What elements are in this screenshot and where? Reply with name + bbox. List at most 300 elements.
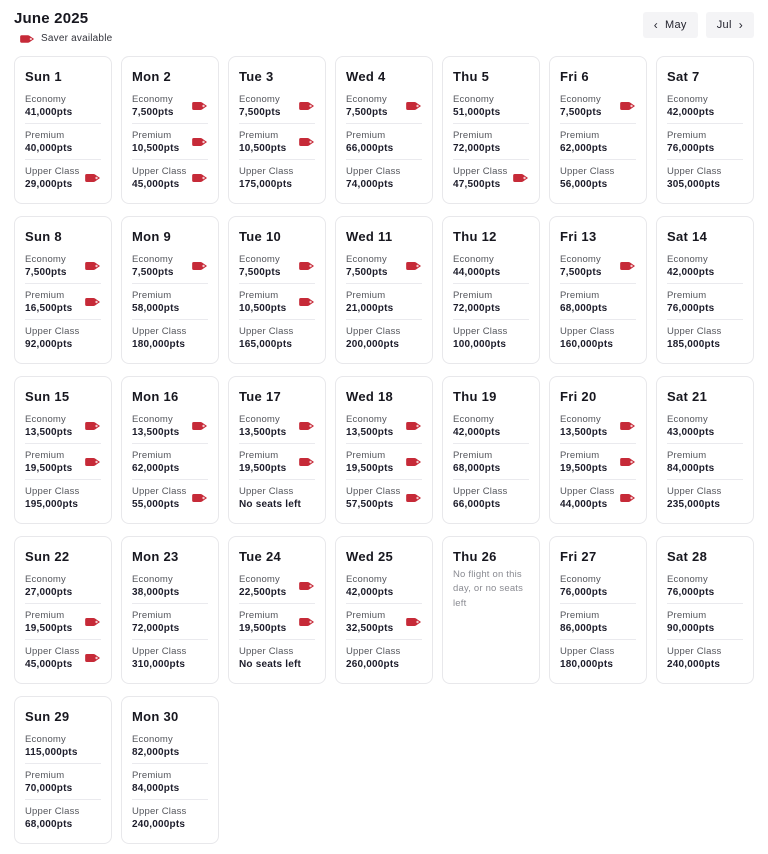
day-card-body <box>346 248 422 355</box>
cabin-text <box>346 610 393 634</box>
cabin-name: Upper Class <box>346 326 401 337</box>
cabin-row <box>132 479 208 515</box>
day-card[interactable] <box>228 56 326 204</box>
cabin-text <box>25 414 72 438</box>
cabin-row <box>239 88 315 123</box>
cabin-points: 260,000pts <box>346 659 400 670</box>
cabin-text <box>346 486 400 510</box>
cabin-name: Upper Class <box>239 166 294 177</box>
cabin-points: 72,000pts <box>453 143 501 154</box>
cabin-name: Economy <box>132 254 174 265</box>
cabin-points: 240,000pts <box>667 659 721 670</box>
cabin-points: 55,000pts <box>132 499 180 510</box>
day-card-body <box>560 88 636 195</box>
cabin-text <box>25 254 67 278</box>
cabin-text <box>667 646 721 670</box>
cabin-text <box>25 450 72 474</box>
cabin-text <box>239 610 286 634</box>
cabin-text <box>239 574 286 598</box>
cabin-row <box>132 443 208 479</box>
cabin-row <box>560 479 636 515</box>
cabin-text <box>346 450 393 474</box>
cabin-name: Economy <box>132 734 174 745</box>
cabin-name: Economy <box>25 734 67 745</box>
day-card-body <box>132 408 208 515</box>
cabin-text <box>132 326 186 350</box>
day-card[interactable] <box>549 56 647 204</box>
cabin-name: Upper Class <box>560 486 615 497</box>
prev-month-label: May <box>665 19 687 31</box>
day-title: Sun 22 <box>25 549 70 564</box>
day-title: Fri 27 <box>560 549 597 564</box>
day-title: Thu 26 <box>453 549 497 564</box>
day-card-body <box>560 568 636 675</box>
cabin-text <box>132 254 174 278</box>
cabin-row <box>132 319 208 355</box>
cabin-points: 44,000pts <box>560 499 608 510</box>
saver-tag-icon <box>406 493 422 503</box>
day-card[interactable] <box>549 216 647 364</box>
cabin-text <box>346 94 388 118</box>
cabin-row <box>239 123 315 159</box>
day-title: Mon 2 <box>132 69 172 84</box>
day-title: Fri 20 <box>560 389 597 404</box>
cabin-name: Upper Class <box>560 326 615 337</box>
cabin-name: Upper Class <box>132 166 187 177</box>
day-title: Mon 9 <box>132 229 172 244</box>
cabin-points: 100,000pts <box>453 339 507 350</box>
day-card[interactable] <box>335 56 433 204</box>
cabin-points: 7,500pts <box>239 267 281 278</box>
day-card[interactable] <box>335 216 433 364</box>
cabin-row <box>239 603 315 639</box>
day-card-body <box>239 568 315 675</box>
cabin-points: 82,000pts <box>132 747 180 758</box>
day-card-body <box>239 248 315 355</box>
cabin-row <box>239 479 315 515</box>
cabin-row <box>239 408 315 443</box>
saver-tag-icon <box>406 617 422 627</box>
cabin-points: 58,000pts <box>132 303 180 314</box>
cabin-points: 66,000pts <box>453 499 501 510</box>
day-card[interactable] <box>121 536 219 684</box>
cabin-row <box>453 283 529 319</box>
day-title: Sat 14 <box>667 229 708 244</box>
day-title: Wed 18 <box>346 389 394 404</box>
cabin-row <box>132 159 208 195</box>
cabin-points: 66,000pts <box>346 143 394 154</box>
cabin-text <box>239 326 293 350</box>
day-card-body <box>239 88 315 195</box>
cabin-name: Premium <box>132 290 172 301</box>
cabin-name: Premium <box>346 610 386 621</box>
cabin-row <box>25 728 101 763</box>
day-title: Wed 11 <box>346 229 393 244</box>
day-card-body <box>132 568 208 675</box>
cabin-name: Upper Class <box>239 486 294 497</box>
cabin-text <box>132 166 186 190</box>
day-card-body <box>132 88 208 195</box>
day-card-body <box>453 88 529 195</box>
day-card[interactable] <box>549 536 647 684</box>
cabin-points: 62,000pts <box>132 463 180 474</box>
cabin-text <box>453 290 500 314</box>
saver-tag-icon <box>406 421 422 431</box>
cabin-name: Economy <box>25 574 67 585</box>
cabin-text <box>667 290 714 314</box>
cabin-text <box>25 610 72 634</box>
month-nav <box>643 12 754 38</box>
cabin-points: 175,000pts <box>239 179 293 190</box>
cabin-name: Premium <box>346 130 386 141</box>
saver-tag-icon <box>192 421 208 431</box>
cabin-row <box>346 639 422 675</box>
cabin-points: 92,000pts <box>25 339 73 350</box>
cabin-text <box>560 254 602 278</box>
cabin-name: Economy <box>239 414 281 425</box>
cabin-name: Upper Class <box>560 646 615 657</box>
day-card[interactable] <box>656 536 754 684</box>
cabin-text <box>560 486 614 510</box>
day-card[interactable] <box>14 696 112 844</box>
cabin-row <box>346 568 422 603</box>
day-title: Sun 1 <box>25 69 62 84</box>
cabin-row <box>667 159 743 195</box>
cabin-points: 21,000pts <box>346 303 394 314</box>
cabin-name: Economy <box>667 254 709 265</box>
day-card-body <box>667 408 743 515</box>
day-card[interactable] <box>656 376 754 524</box>
cabin-row <box>560 283 636 319</box>
cabin-name: Upper Class <box>667 166 722 177</box>
day-title: Mon 23 <box>132 549 179 564</box>
cabin-name: Premium <box>239 130 279 141</box>
cabin-points: 84,000pts <box>667 463 715 474</box>
cabin-name: Economy <box>132 94 174 105</box>
cabin-text <box>346 290 393 314</box>
cabin-points: 7,500pts <box>560 267 602 278</box>
cabin-name: Premium <box>346 290 386 301</box>
cabin-text <box>25 94 72 118</box>
cabin-text <box>25 486 79 510</box>
cabin-row <box>25 763 101 799</box>
day-card[interactable] <box>121 696 219 844</box>
month-title: June 2025 <box>14 10 89 27</box>
cabin-points: 19,500pts <box>560 463 608 474</box>
cabin-name: Economy <box>667 94 709 105</box>
cabin-points: 42,000pts <box>453 427 501 438</box>
cabin-text <box>667 574 714 598</box>
day-card[interactable] <box>442 376 540 524</box>
cabin-row <box>239 443 315 479</box>
day-title: Thu 5 <box>453 69 490 84</box>
cabin-name: Premium <box>346 450 386 461</box>
cabin-row <box>25 123 101 159</box>
day-card[interactable] <box>121 56 219 204</box>
day-card[interactable] <box>549 376 647 524</box>
cabin-name: Upper Class <box>667 646 722 657</box>
cabin-points: 62,000pts <box>560 143 608 154</box>
cabin-points: 10,500pts <box>132 143 180 154</box>
day-card-body <box>560 408 636 515</box>
cabin-points: 68,000pts <box>453 463 501 474</box>
cabin-name: Upper Class <box>25 166 80 177</box>
day-title: Fri 6 <box>560 69 589 84</box>
saver-tag-icon <box>192 173 208 183</box>
cabin-points: 235,000pts <box>667 499 721 510</box>
day-card-body <box>346 568 422 675</box>
cabin-name: Upper Class <box>346 166 401 177</box>
cabin-name: Premium <box>25 770 65 781</box>
cabin-row <box>132 603 208 639</box>
cabin-points: 43,000pts <box>667 427 715 438</box>
cabin-name: Premium <box>132 450 172 461</box>
cabin-row <box>239 248 315 283</box>
cabin-text <box>560 574 607 598</box>
cabin-points: 10,500pts <box>239 303 287 314</box>
cabin-row <box>667 603 743 639</box>
cabin-row <box>25 639 101 675</box>
cabin-points: No seats left <box>239 659 302 670</box>
day-title: Sun 15 <box>25 389 70 404</box>
day-title: Sat 7 <box>667 69 700 84</box>
cabin-name: Economy <box>132 414 174 425</box>
cabin-name: Premium <box>132 770 172 781</box>
day-card[interactable] <box>14 216 112 364</box>
cabin-row <box>667 408 743 443</box>
day-card[interactable] <box>14 536 112 684</box>
cabin-text <box>346 646 400 670</box>
cabin-row <box>25 603 101 639</box>
cabin-text <box>667 450 714 474</box>
cabin-points: 42,000pts <box>667 267 715 278</box>
saver-tag-icon <box>299 101 315 111</box>
cabin-name: Economy <box>346 94 388 105</box>
cabin-row <box>453 159 529 195</box>
cabin-text <box>667 254 714 278</box>
day-card[interactable] <box>656 216 754 364</box>
cabin-name: Premium <box>25 130 65 141</box>
chevron-left-icon: ‹ <box>653 18 659 32</box>
saver-tag-icon <box>406 101 422 111</box>
day-card[interactable] <box>121 216 219 364</box>
cabin-row <box>25 443 101 479</box>
cabin-points: 45,000pts <box>132 179 180 190</box>
cabin-row <box>132 248 208 283</box>
cabin-name: Economy <box>346 254 388 265</box>
cabin-name: Upper Class <box>667 326 722 337</box>
day-card[interactable] <box>228 536 326 684</box>
cabin-name: Premium <box>25 450 65 461</box>
cabin-row <box>239 639 315 675</box>
cabin-row <box>132 639 208 675</box>
cabin-text <box>25 574 72 598</box>
cabin-text <box>560 290 607 314</box>
cabin-text <box>560 646 614 670</box>
cabin-name: Upper Class <box>346 486 401 497</box>
saver-tag-icon <box>299 581 315 591</box>
cabin-points: 10,500pts <box>239 143 287 154</box>
cabin-row <box>560 248 636 283</box>
cabin-points: 51,000pts <box>453 107 501 118</box>
cabin-points: No seats left <box>239 499 302 510</box>
cabin-row <box>453 479 529 515</box>
cabin-points: 27,000pts <box>25 587 73 598</box>
cabin-text <box>132 770 179 794</box>
calendar-header <box>0 0 768 48</box>
day-title: Wed 25 <box>346 549 394 564</box>
saver-tag-icon <box>620 493 636 503</box>
cabin-text <box>453 326 507 350</box>
cabin-points: 76,000pts <box>667 303 715 314</box>
cabin-text <box>667 94 714 118</box>
cabin-text <box>132 806 186 830</box>
cabin-row <box>239 568 315 603</box>
day-card[interactable] <box>442 536 540 684</box>
day-card-body <box>25 88 101 195</box>
day-title: Thu 12 <box>453 229 497 244</box>
day-card[interactable] <box>442 56 540 204</box>
cabin-row <box>346 408 422 443</box>
cabin-points: 200,000pts <box>346 339 400 350</box>
cabin-row <box>346 283 422 319</box>
cabin-points: 7,500pts <box>239 107 281 118</box>
cabin-name: Upper Class <box>132 326 187 337</box>
cabin-text <box>346 574 393 598</box>
next-month-button[interactable] <box>706 12 754 38</box>
day-card[interactable] <box>121 376 219 524</box>
cabin-row <box>560 603 636 639</box>
cabin-name: Premium <box>132 610 172 621</box>
saver-tag-icon <box>85 297 101 307</box>
cabin-points: 76,000pts <box>560 587 608 598</box>
cabin-name: Economy <box>239 94 281 105</box>
cabin-text <box>560 610 607 634</box>
saver-tag-icon <box>620 261 636 271</box>
cabin-points: 57,500pts <box>346 499 394 510</box>
cabin-name: Upper Class <box>453 326 508 337</box>
cabin-text <box>667 130 714 154</box>
cabin-text <box>239 94 281 118</box>
cabin-text <box>132 414 179 438</box>
saver-tag-icon <box>513 173 529 183</box>
cabin-text <box>560 450 607 474</box>
cabin-points: 19,500pts <box>25 623 73 634</box>
cabin-text <box>25 166 79 190</box>
saver-tag-icon <box>192 261 208 271</box>
cabin-row <box>239 159 315 195</box>
cabin-text <box>132 574 179 598</box>
day-card[interactable] <box>14 56 112 204</box>
prev-month-button[interactable] <box>643 12 698 38</box>
day-card[interactable] <box>656 56 754 204</box>
cabin-name: Upper Class <box>346 646 401 657</box>
day-card[interactable] <box>335 536 433 684</box>
cabin-text <box>560 326 614 350</box>
day-card[interactable] <box>14 376 112 524</box>
day-card[interactable] <box>335 376 433 524</box>
day-card[interactable] <box>228 216 326 364</box>
day-card-body <box>667 248 743 355</box>
cabin-row <box>560 568 636 603</box>
cabin-points: 180,000pts <box>132 339 186 350</box>
cabin-text <box>132 486 186 510</box>
cabin-points: 38,000pts <box>132 587 180 598</box>
saver-legend <box>16 33 112 44</box>
saver-tag-icon <box>85 653 101 663</box>
cabin-points: 160,000pts <box>560 339 614 350</box>
cabin-row <box>667 248 743 283</box>
day-title: Mon 16 <box>132 389 179 404</box>
cabin-text <box>346 130 393 154</box>
cabin-name: Economy <box>346 414 388 425</box>
cabin-name: Premium <box>560 450 600 461</box>
cabin-points: 240,000pts <box>132 819 186 830</box>
day-title: Tue 10 <box>239 229 282 244</box>
cabin-row <box>560 408 636 443</box>
cabin-name: Economy <box>453 94 495 105</box>
cabin-text <box>25 326 79 350</box>
cabin-text <box>132 610 179 634</box>
cabin-text <box>25 290 72 314</box>
day-title: Fri 13 <box>560 229 597 244</box>
day-card[interactable] <box>442 216 540 364</box>
cabin-row <box>453 443 529 479</box>
cabin-points: 86,000pts <box>560 623 608 634</box>
cabin-row <box>453 88 529 123</box>
cabin-name: Premium <box>560 130 600 141</box>
cabin-row <box>667 639 743 675</box>
cabin-row <box>667 479 743 515</box>
day-card-body <box>453 248 529 355</box>
cabin-row <box>25 319 101 355</box>
cabin-name: Economy <box>667 414 709 425</box>
cabin-points: 7,500pts <box>560 107 602 118</box>
cabin-points: 7,500pts <box>132 107 174 118</box>
cabin-row <box>346 479 422 515</box>
cabin-name: Upper Class <box>132 646 187 657</box>
day-card-body <box>239 408 315 515</box>
cabin-row <box>132 88 208 123</box>
cabin-points: 68,000pts <box>560 303 608 314</box>
cabin-row <box>560 159 636 195</box>
cabin-points: 185,000pts <box>667 339 721 350</box>
cabin-points: 19,500pts <box>346 463 394 474</box>
cabin-row <box>560 319 636 355</box>
saver-tag-icon <box>406 457 422 467</box>
cabin-row <box>25 568 101 603</box>
day-title: Sat 28 <box>667 549 708 564</box>
cabin-points: 165,000pts <box>239 339 293 350</box>
cabin-row <box>346 123 422 159</box>
cabin-row <box>25 159 101 195</box>
saver-tag-icon <box>192 137 208 147</box>
cabin-name: Economy <box>239 574 281 585</box>
saver-tag-icon <box>299 297 315 307</box>
day-title: Mon 30 <box>132 709 179 724</box>
cabin-text <box>239 130 286 154</box>
cabin-row <box>560 88 636 123</box>
day-card[interactable] <box>228 376 326 524</box>
day-title: Tue 24 <box>239 549 282 564</box>
day-card-body <box>25 408 101 515</box>
day-title: Sat 21 <box>667 389 708 404</box>
cabin-row <box>239 319 315 355</box>
cabin-name: Premium <box>453 290 493 301</box>
header-left <box>14 10 112 44</box>
cabin-points: 29,000pts <box>25 179 73 190</box>
cabin-name: Economy <box>346 574 388 585</box>
